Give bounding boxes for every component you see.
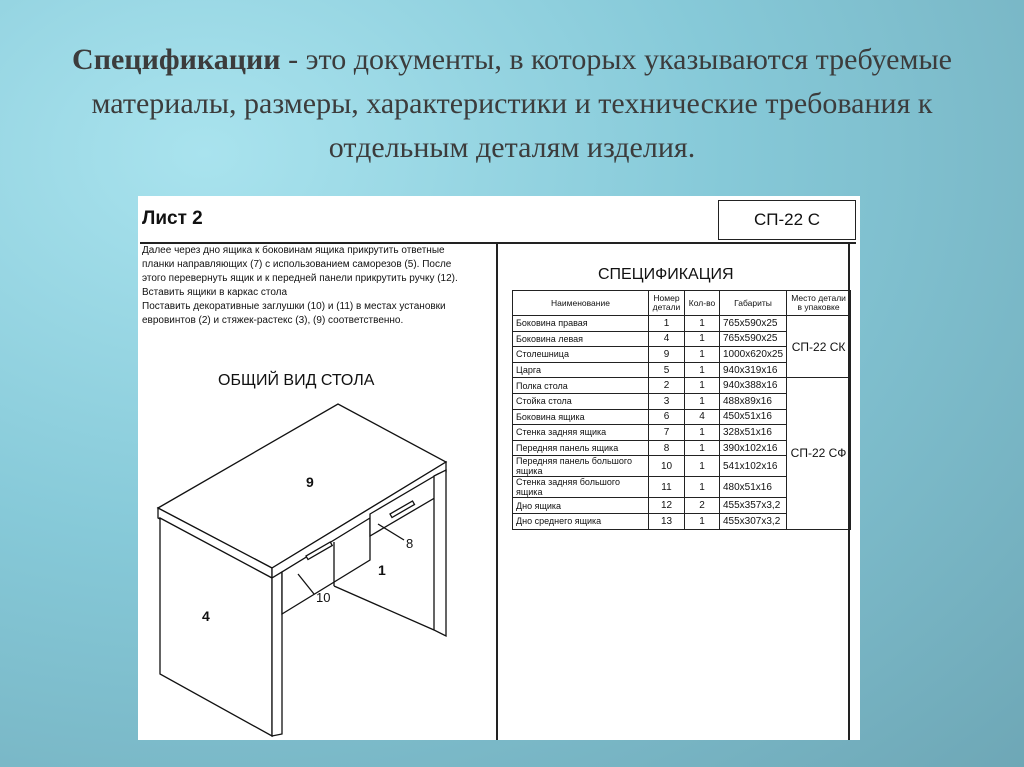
dimensions-cell: 940x319x16 [720,362,787,378]
heading-bold-term: Спецификации [72,43,281,76]
part-name-cell: Дно ящика [513,498,649,514]
part-name-cell: Боковина правая [513,316,649,332]
quantity-cell: 1 [685,378,720,394]
package-cell: СП-22 СФ [787,378,851,529]
dimensions-cell: 488x89x16 [720,393,787,409]
desk-drawing [138,196,498,740]
dimensions-cell: 328x51x16 [720,425,787,441]
part-name-cell: Полка стола [513,378,649,394]
label-tabletop: 9 [306,474,314,490]
column-header: Габариты [720,291,787,316]
specification-table [512,290,851,530]
quantity-cell: 2 [685,498,720,514]
package-cell: СП-22 СК [787,316,851,378]
quantity-cell: 1 [685,331,720,347]
part-name-cell: Передняя панель ящика [513,440,649,456]
column-header: Наименование [513,291,649,316]
part-number-cell: 7 [649,425,685,441]
part-number-cell: 2 [649,378,685,394]
dimensions-cell: 765x590x25 [720,331,787,347]
part-name-cell: Царга [513,362,649,378]
heading-text: - это документы, в которых указываются требуемые материалы, размеры, характеристики и технические требования к отдельным деталям изделия. [91,43,952,164]
part-name-cell: Стенка задняя большого ящика [513,477,649,498]
part-number-cell: 11 [649,477,685,498]
part-number-cell: 1 [649,316,685,332]
dimensions-cell: 940x388x16 [720,378,787,394]
part-name-cell: Дно среднего ящика [513,513,649,529]
dimensions-cell: 1000x620x25 [720,347,787,363]
part-number-cell: 10 [649,456,685,477]
quantity-cell: 1 [685,456,720,477]
quantity-cell: 1 [685,316,720,332]
dimensions-cell: 765x590x25 [720,316,787,332]
column-header: Номер детали [649,291,685,316]
quantity-cell: 4 [685,409,720,425]
general-view-title: ОБЩИЙ ВИД СТОЛА [218,372,375,389]
dimensions-cell: 541x102x16 [720,456,787,477]
document-code: СП-22 С [718,200,856,240]
scanned-document [138,196,860,740]
label-leg: 1 [378,562,386,578]
quantity-cell: 1 [685,393,720,409]
part-number-cell: 12 [649,498,685,514]
part-name-cell: Боковина ящика [513,409,649,425]
table-header-row [513,291,851,316]
dimensions-cell: 450x51x16 [720,409,787,425]
part-name-cell: Передняя панель большого ящика [513,456,649,477]
table-row [513,316,851,332]
quantity-cell: 1 [685,425,720,441]
quantity-cell: 1 [685,513,720,529]
column-header: Кол-во [685,291,720,316]
table-row [513,378,851,394]
part-number-cell: 6 [649,409,685,425]
part-number-cell: 3 [649,393,685,409]
quantity-cell: 1 [685,477,720,498]
part-number-cell: 13 [649,513,685,529]
part-number-cell: 8 [649,440,685,456]
part-name-cell: Столешница [513,347,649,363]
part-number-cell: 9 [649,347,685,363]
part-name-cell: Стойка стола [513,393,649,409]
label-side-panel: 4 [202,608,210,624]
part-name-cell: Боковина левая [513,331,649,347]
column-header: Место детали в упаковке [787,291,851,316]
quantity-cell: 1 [685,362,720,378]
part-number-cell: 4 [649,331,685,347]
dimensions-cell: 455x307x3,2 [720,513,787,529]
quantity-cell: 1 [685,440,720,456]
dimensions-cell: 455x357x3,2 [720,498,787,514]
part-number-cell: 5 [649,362,685,378]
slide-heading [60,38,964,170]
label-small-drawer: 10 [316,590,331,605]
quantity-cell: 1 [685,347,720,363]
dimensions-cell: 480x51x16 [720,477,787,498]
assembly-instructions: Далее через дно ящика к боковинам ящика прикрутить ответные планки направляющих (7) с использованием саморезов (5). После этого перевернуть ящик и к передней панели прикрутить ручку (12). Вставить ящики в каркас стола Поставить декоративные заглушки (10) и (11) в местах установки евровинтов (2) и стяжек-растекс (3), (9) соответственно. [142,245,458,326]
label-drawer: 8 [406,536,414,551]
part-name-cell: Стенка задняя ящика [513,425,649,441]
dimensions-cell: 390x102x16 [720,440,787,456]
specification-title: СПЕЦИФИКАЦИЯ [598,266,734,283]
sheet-number: Лист 2 [142,208,203,229]
